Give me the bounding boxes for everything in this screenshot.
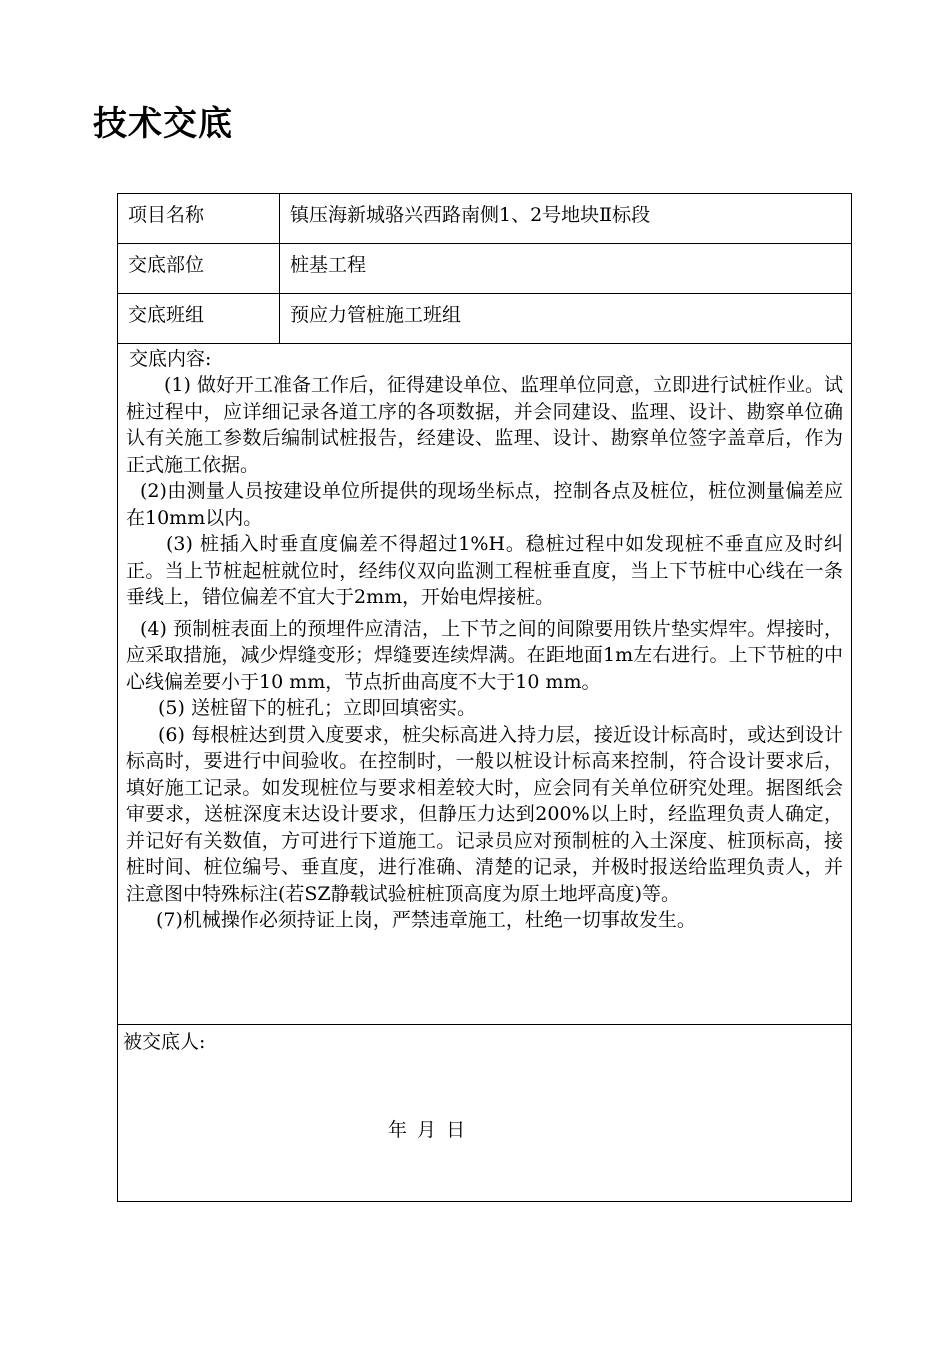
- content-heading: 交底内容:: [129, 348, 212, 370]
- content-paragraph-5: (5) 送桩留下的桩孔；立即回填密实。: [158, 697, 476, 719]
- project-name-label: 项目名称: [118, 194, 280, 244]
- table-row-content: [118, 344, 852, 1025]
- content-paragraph-6: (6) 每根桩达到贯入度要求，桩尖标高进入持力层，接近设计标高时，或达到设计标高时，要进行中间验收。在控制时，一般以桩设计标高来控制，符合设计要求后，填好施工记录。如发现桩位与要求相差较大时，应会同有关单位研究处理。据图纸会审要求，送桩深度末达设计要求，但静压力达到200%以上时，经监理负责人确定，并记好有关数值，方可进行下道施工。记录员应对预制桩的入土深度、桩顶标高，接桩时间、桩位编号、垂直度，进行准确、清楚的记录，并极时报送给监理负责人，并注意图中特殊标注(若SZ静载试验桩桩顶高度为原土地坪高度)等。: [126, 723, 843, 905]
- disclosure-part-value: 桩基工程: [280, 244, 852, 294]
- table-row-project-name: [118, 194, 852, 244]
- content-paragraph-1: (1) 做好开工准备工作后，征得建设单位、监理单位同意，立即进行试桩作业。试桩过程中，应详细记录各道工序的各项数据，并会同建设、监理、设计、勘察单位确认有关施工参数后编制试桩报告，经建设、监理、设计、勘察单位签字盖章后，作为正式施工依据。: [126, 374, 843, 476]
- content-paragraph-2: (2)由测量人员按建设单位所提供的现场坐标点，控制各点及桩位，桩位测量偏差应在10mm以内。: [126, 480, 843, 529]
- recipient-label: 被交底人:: [123, 1031, 206, 1053]
- content-paragraph-7: (7)机械操作必须持证上岗，严禁违章施工，杜绝一切事故发生。: [156, 909, 696, 931]
- table-row-disclosure-part: [118, 244, 852, 294]
- content-paragraph-4: (4) 预制桩表面上的预埋件应清洁，上下节之间的间隙要用铁片垫实焊牢。焊接时，应采取措施，减少焊缝变形；焊缝要连续焊满。在距地面1m左右进行。上下节桩的中心线偏差要小于10 mm，节点折曲高度不大于10 mm。: [126, 617, 843, 693]
- disclosure-team-label: 交底班组: [118, 294, 280, 344]
- signature-date: 年 月 日: [388, 1119, 468, 1141]
- content-paragraph-3: (3) 桩插入时垂直度偏差不得超过1%H。稳桩过程中如发现桩不垂直应及时纠正。当上节桩起桩就位时，经纬仪双向监测工程桩垂直度，当上下节桩中心线在一条垂线上，错位偏差不宜大于2mm，开始电焊接桩。: [126, 533, 843, 608]
- content-cell: [118, 344, 852, 1025]
- table-row-disclosure-team: [118, 294, 852, 344]
- disclosure-team-value: 预应力管桩施工班组: [280, 294, 852, 344]
- table-row-signature: [118, 1025, 852, 1202]
- document-title: 技术交底: [93, 104, 233, 144]
- project-name-value: 镇压海新城骆兴西路南侧1、2号地块Ⅱ标段: [280, 194, 852, 244]
- disclosure-table: [117, 193, 852, 1202]
- disclosure-part-label: 交底部位: [118, 244, 280, 294]
- signature-cell: [118, 1025, 852, 1202]
